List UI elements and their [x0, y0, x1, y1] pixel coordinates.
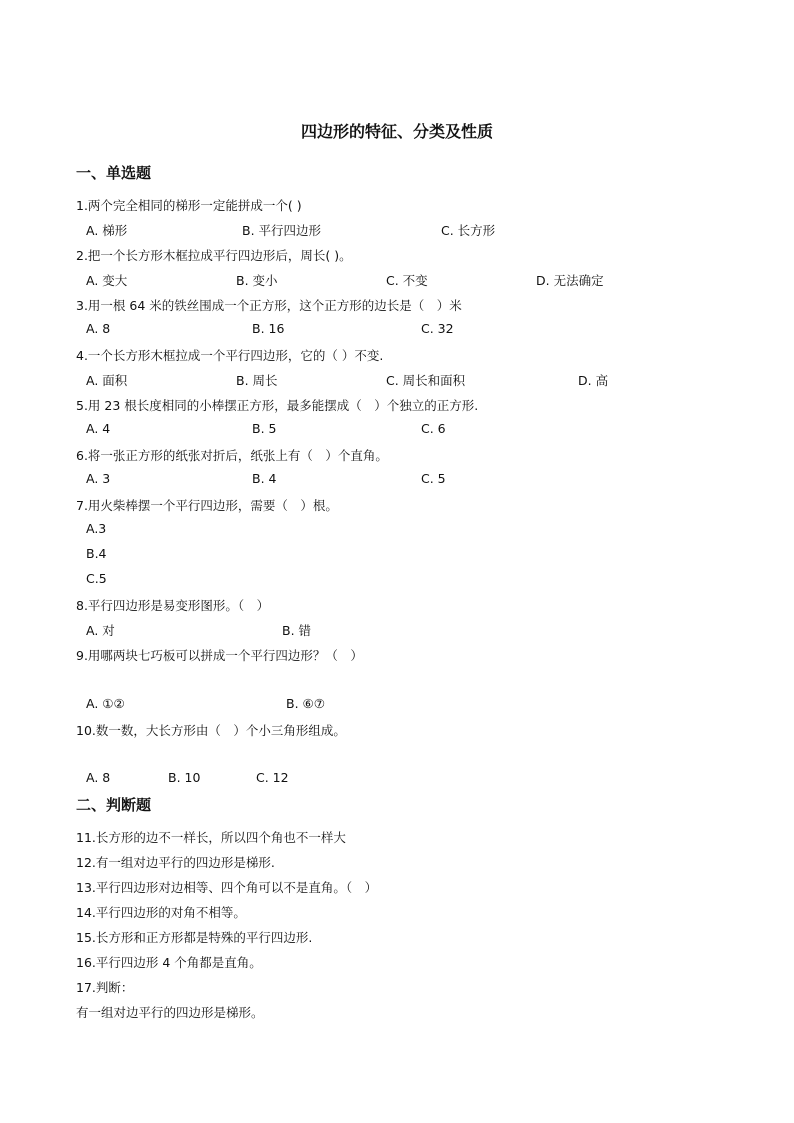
q5-option-c: C. 6 — [421, 421, 446, 436]
q7-option-c: C.5 — [86, 571, 107, 586]
q6-option-b: B. 4 — [252, 471, 277, 486]
q1-option-a: A. 梯形 — [86, 223, 128, 238]
q5-option-a: A. 4 — [86, 421, 111, 436]
question-5: 5.用 23 根长度相同的小棒摆正方形，最多能摆成（ ）个独立的正方形. — [76, 398, 479, 413]
q10-option-a: A. 8 — [86, 770, 111, 785]
q8-option-b: B. 错 — [282, 623, 312, 638]
q7-option-b: B.4 — [86, 546, 107, 561]
q7-option-a: A.3 — [86, 521, 107, 536]
q4-option-a: A. 面积 — [86, 373, 128, 388]
question-9: 9.用哪两块七巧板可以拼成一个平行四边形？（ ） — [76, 648, 363, 663]
question-7: 7.用火柴棒摆一个平行四边形，需要（ ）根。 — [76, 498, 338, 513]
q2-option-c: C. 不变 — [386, 273, 428, 288]
question-14: 14.平行四边形的对角不相等。 — [76, 905, 246, 920]
q4-option-b: B. 周长 — [236, 373, 278, 388]
section-heading-single-choice: 一、单选题 — [76, 164, 152, 182]
q6-option-c: C. 5 — [421, 471, 446, 486]
question-15: 15.长方形和正方形都是特殊的平行四边形. — [76, 930, 313, 945]
q4-option-c: C. 周长和面积 — [386, 373, 466, 388]
q4-option-d: D. 高 — [578, 373, 609, 388]
q10-option-c: C. 12 — [256, 770, 289, 785]
q2-option-a: A. 变大 — [86, 273, 128, 288]
q1-option-b: B. 平行四边形 — [242, 223, 322, 238]
q3-option-a: A. 8 — [86, 321, 111, 336]
question-12: 12.有一组对边平行的四边形是梯形. — [76, 855, 275, 870]
question-17: 17.判断： — [76, 980, 134, 995]
question-13: 13.平行四边形对边相等、四个角可以不是直角。（ ） — [76, 880, 378, 895]
section-heading-true-false: 二、判断题 — [76, 796, 152, 814]
page-title: 四边形的特征、分类及性质 — [300, 122, 493, 141]
q10-option-b: B. 10 — [168, 770, 201, 785]
q2-option-d: D. 无法确定 — [536, 273, 604, 288]
q9-option-a: A. ①② — [86, 696, 125, 711]
question-2: 2.把一个长方形木框拉成平行四边形后，周长( )。 — [76, 248, 352, 263]
q3-option-c: C. 32 — [421, 321, 454, 336]
q9-option-b: B. ⑥⑦ — [286, 696, 325, 711]
question-4: 4.一个长方形木框拉成一个平行四边形，它的（ ）不变. — [76, 348, 384, 363]
question-3: 3.用一根 64 米的铁丝围成一个正方形，这个正方形的边长是（ ）米 — [76, 298, 462, 313]
question-8: 8.平行四边形是易变形图形。（ ） — [76, 598, 270, 613]
q3-option-b: B. 16 — [252, 321, 285, 336]
q5-option-b: B. 5 — [252, 421, 277, 436]
question-11: 11.长方形的边不一样长，所以四个角也不一样大 — [76, 830, 346, 845]
q1-option-c: C. 长方形 — [441, 223, 496, 238]
question-16: 16.平行四边形 4 个角都是直角。 — [76, 955, 262, 970]
q6-option-a: A. 3 — [86, 471, 111, 486]
question-1: 1.两个完全相同的梯形一定能拼成一个( ) — [76, 198, 302, 213]
question-6: 6.将一张正方形的纸张对折后，纸张上有（ ）个直角。 — [76, 448, 388, 463]
question-17-body: 有一组对边平行的四边形是梯形。 — [76, 1005, 264, 1020]
q2-option-b: B. 变小 — [236, 273, 278, 288]
q8-option-a: A. 对 — [86, 623, 115, 638]
question-10: 10.数一数，大长方形由（ ）个小三角形组成。 — [76, 723, 346, 738]
